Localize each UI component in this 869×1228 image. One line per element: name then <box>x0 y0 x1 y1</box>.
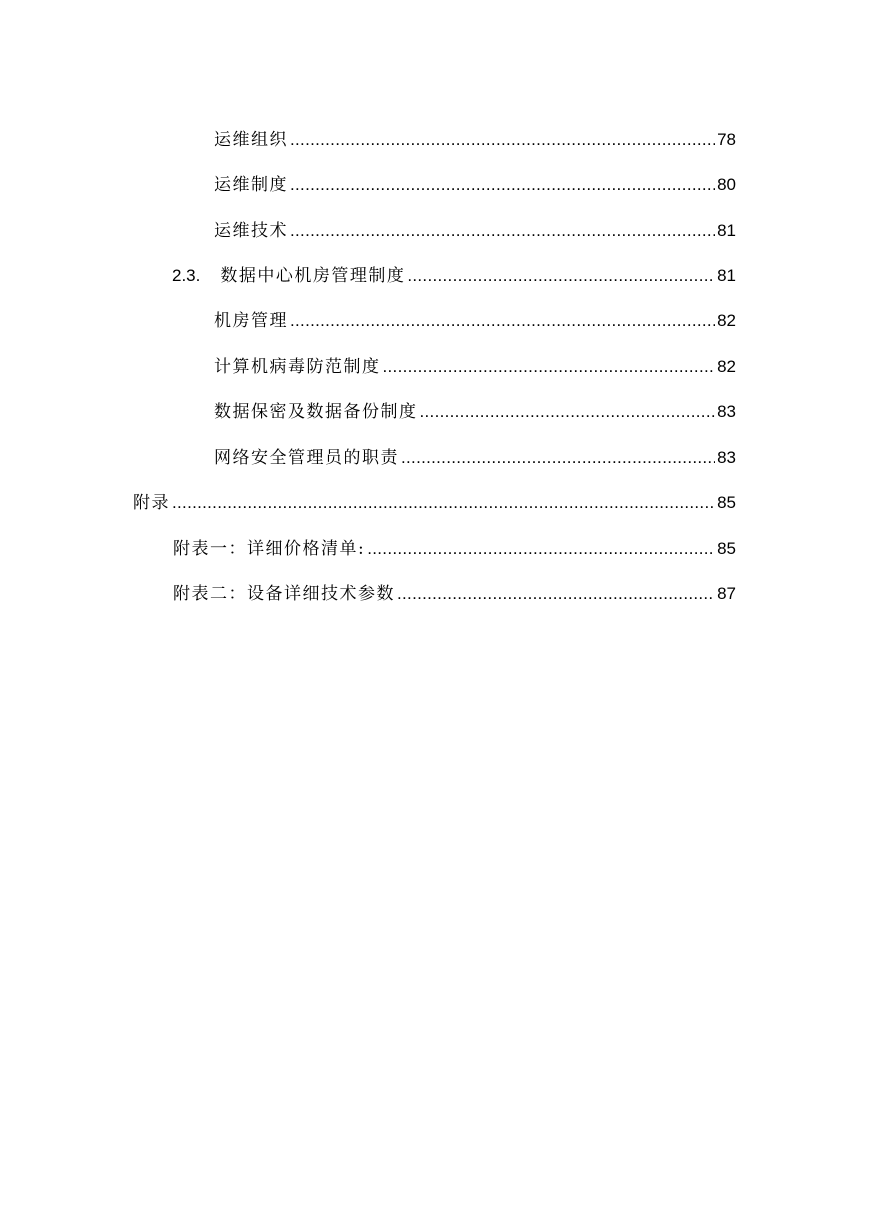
toc-entry-data-confidentiality-backup[interactable] <box>214 378 736 423</box>
toc-entry-page-number: 81 <box>717 221 736 240</box>
toc-entry-ops-policy[interactable] <box>214 151 736 196</box>
toc-entry-appendix[interactable] <box>133 469 736 514</box>
toc-entry-ops-technology[interactable] <box>214 197 736 242</box>
toc-entry-page-number: 85 <box>717 493 736 512</box>
toc-entry-page-number: 80 <box>717 175 736 194</box>
toc-entry-title: 计算机病毒防范制度 <box>214 357 381 377</box>
toc-entry-title: 机房管理 <box>214 311 288 331</box>
toc-dot-leader <box>420 401 716 423</box>
toc-entry-page-number: 82 <box>717 357 736 376</box>
toc-entry-title: 运维组织 <box>214 130 288 150</box>
toc-dot-leader <box>383 356 716 378</box>
toc-entry-virus-prevention[interactable] <box>214 333 736 378</box>
toc-entry-title: 数据中心机房管理制度 <box>220 266 406 286</box>
toc-entry-section-number: 2.3. <box>172 266 201 285</box>
toc-dot-leader <box>401 447 715 469</box>
toc-dot-leader <box>290 129 715 151</box>
toc-entry-page-number: 83 <box>717 448 736 467</box>
toc-entry-page-number: 85 <box>717 539 736 558</box>
toc-entry-ops-organization[interactable] <box>214 106 736 151</box>
toc-entry-page-number: 82 <box>717 311 736 330</box>
toc-dot-leader <box>172 492 715 514</box>
toc-entry-title: 附表二：设备详细技术参数 <box>173 584 395 604</box>
toc-entry-title: 附录 <box>133 493 170 513</box>
toc-dot-leader <box>367 538 715 560</box>
toc-entry-appendix-table-2[interactable] <box>173 560 736 605</box>
toc-dot-leader <box>407 265 715 287</box>
toc-entry-page-number: 81 <box>717 266 736 285</box>
toc-entry-title: 数据保密及数据备份制度 <box>214 402 418 422</box>
toc-entry-page-number: 83 <box>717 402 736 421</box>
toc-entry-appendix-table-1[interactable] <box>173 515 736 560</box>
toc-entry-title: 运维制度 <box>214 175 288 195</box>
toc-dot-leader <box>397 583 715 605</box>
toc-entry-title: 附表一：详细价格清单: <box>173 539 366 559</box>
toc-entry-network-admin-duties[interactable] <box>214 424 736 469</box>
toc-dot-leader <box>290 220 715 242</box>
toc-entry-title: 网络安全管理员的职责 <box>214 448 399 468</box>
toc-entry-room-management[interactable] <box>214 287 736 332</box>
toc-entry-datacenter-management[interactable] <box>172 242 736 287</box>
toc-entry-page-number: 87 <box>717 584 736 603</box>
toc-dot-leader <box>290 174 715 196</box>
toc-entry-page-number: 78 <box>717 130 736 149</box>
toc-dot-leader <box>290 310 715 332</box>
toc-entry-title: 运维技术 <box>214 221 288 241</box>
